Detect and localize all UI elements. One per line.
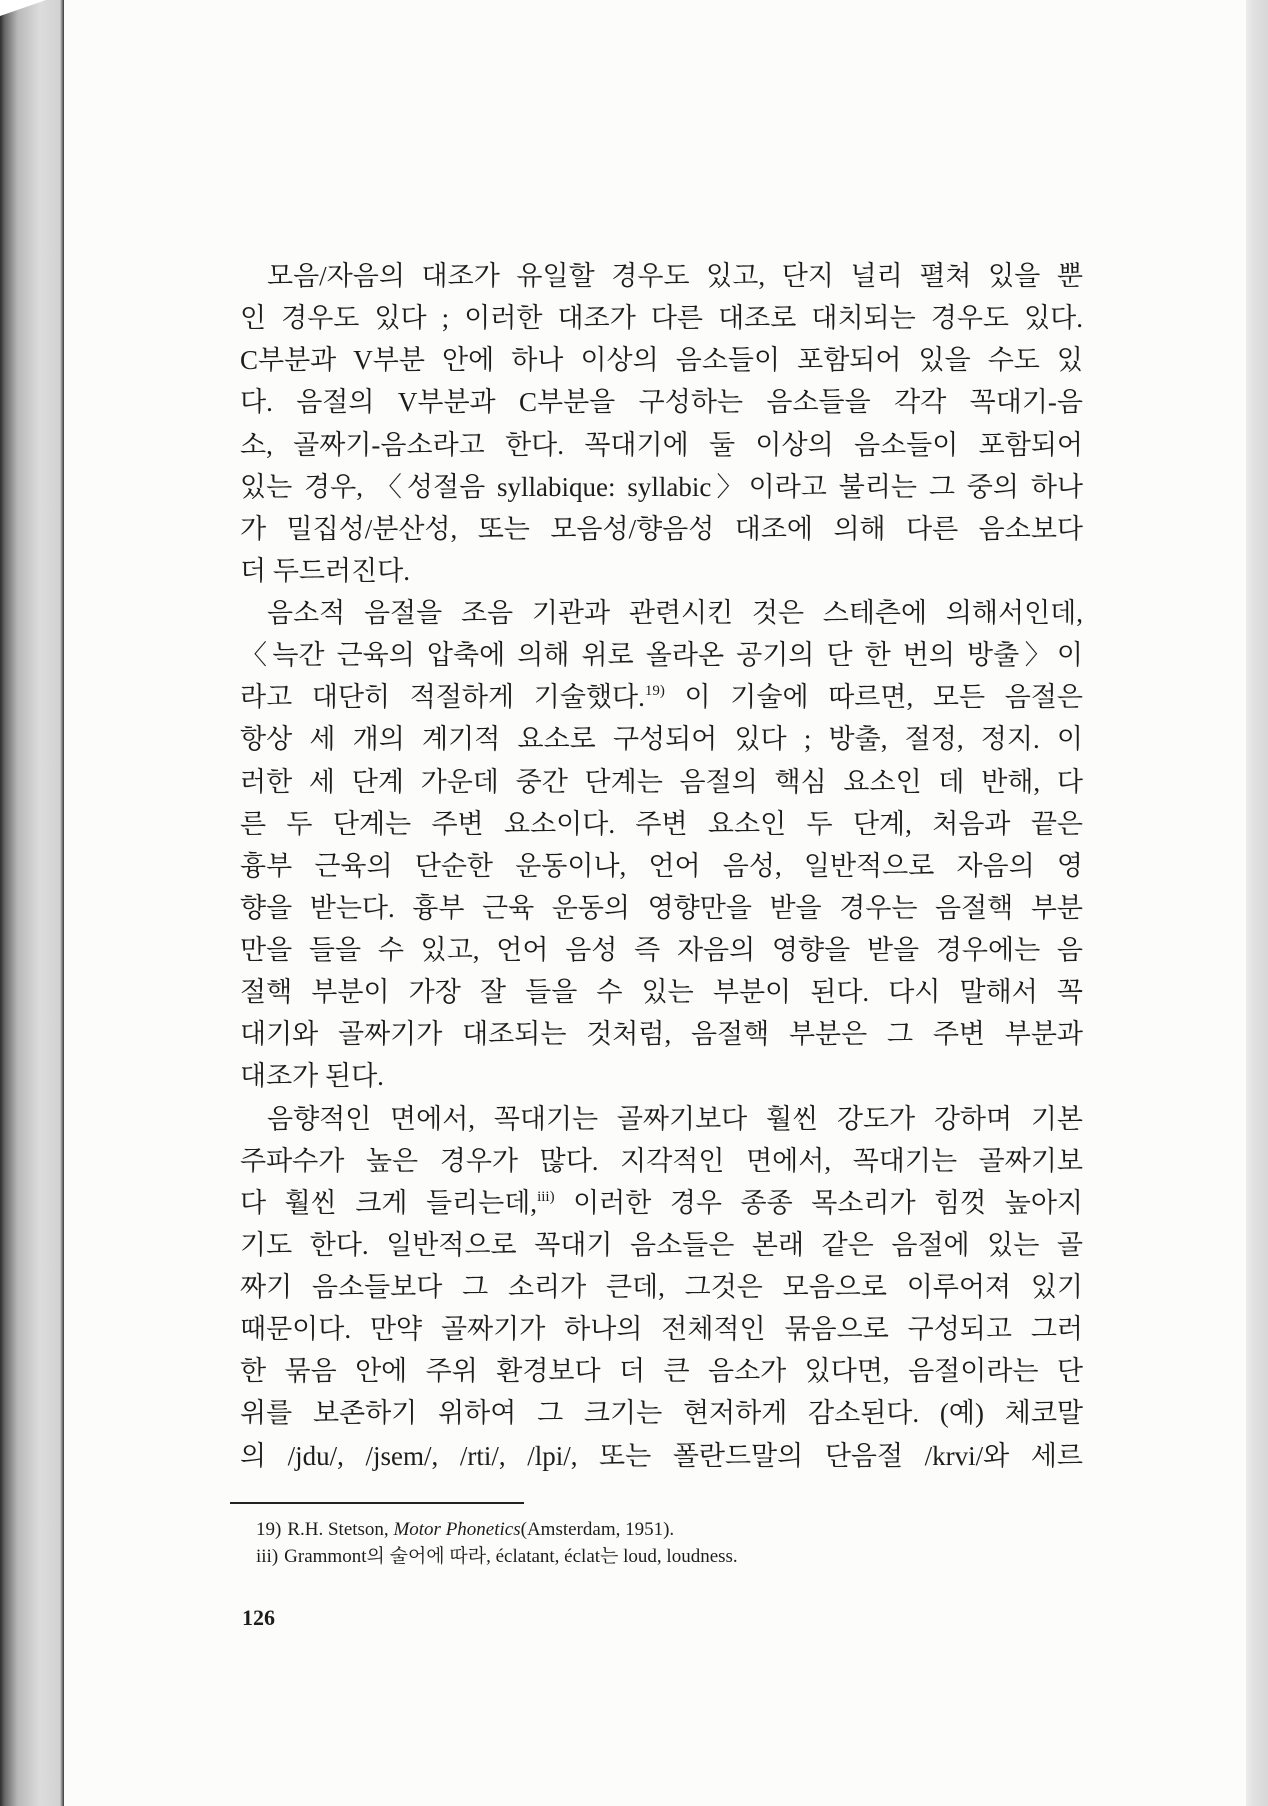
body-line: 흉부 근육의 단순한 운동이나, 언어 음성, 일반적으로 자음의 영 — [240, 850, 1083, 881]
body-line: 음향적인 면에서, 꼭대기는 골짜기보다 훨씬 강도가 강하며 기본 — [267, 1103, 1083, 1134]
body-line: 러한 세 단계 가운데 중간 단계는 음절의 핵심 요소인 데 반해, 다 — [240, 766, 1083, 797]
footnote-mark: 19) — [256, 1519, 282, 1540]
book-spine-shadow — [0, 0, 64, 1806]
body-line: 절핵 부분이 가장 잘 들을 수 있는 부분이 된다. 다시 말해서 꼭 — [240, 977, 1083, 1008]
body-line — [240, 1182, 1083, 1224]
body-line: 주파수가 높은 경우가 많다. 지각적인 면에서, 꼭대기는 골짜기보 — [240, 1145, 1083, 1176]
body-line: 대조가 된다. — [240, 1061, 384, 1092]
footnote-ref: iii) — [537, 1188, 555, 1205]
body-line: 있는 경우, 〈성절음 syllabique: syllabic〉이라고 불리는 그 중의 하나 — [240, 471, 1083, 502]
body-line: 음소적 음절을 조음 기관과 관련시킨 것은 스테츤에 의해서인데, — [267, 598, 1083, 628]
body-line: 모음/자음의 대조가 유일할 경우도 있고, 단지 널리 펼쳐 있을 뿐 — [267, 261, 1083, 291]
body-line: 의 /jdu/, /jsem/, /rti/, /lpi/, 또는 폴란드말의 단음절 /krvi/와 세르 — [240, 1440, 1083, 1471]
body-line: 른 두 단계는 주변 요소이다. 주변 요소인 두 단계, 처음과 끝은 — [240, 808, 1083, 839]
page-edge-shadow — [1246, 0, 1268, 1806]
page-number: 126 — [242, 1605, 275, 1630]
body-text — [240, 255, 1083, 1477]
footnote-rule — [230, 1502, 524, 1504]
line-text: 라고 대단히 적절하게 기술했다. — [240, 682, 645, 713]
footnote — [256, 1543, 1076, 1570]
body-line: 짜기 음소들보다 그 소리가 큰데, 그것은 모음으로 이루어져 있기 — [240, 1272, 1083, 1302]
footnote-text: Grammont의 술어에 따라, éclatant, éclat는 loud, loudness. — [284, 1546, 738, 1567]
footnote-source: (Amsterdam, 1951). — [520, 1519, 675, 1540]
body-line: 만을 들을 수 있고, 언어 음성 즉 자음의 영향을 받을 경우에는 음 — [240, 935, 1083, 965]
body-line: 가 밀집성/분산성, 또는 모음성/향음성 대조에 의해 다른 음소보다 — [240, 513, 1083, 544]
line-text: 이러한 경우 종종 목소리가 힘껏 높아지 — [554, 1187, 1083, 1218]
body-line: 소, 골짜기-음소라고 한다. 꼭대기에 둘 이상의 음소들이 포함되어 — [240, 429, 1083, 460]
footnote-mark: iii) — [256, 1546, 279, 1567]
line-text: 이 기술에 따르면, 모든 음절은 — [664, 682, 1083, 713]
body-line: 때문이다. 만약 골짜기가 하나의 전체적인 묶음으로 구성되고 그러 — [240, 1314, 1083, 1345]
footnote-title: Motor Phonetics — [393, 1519, 521, 1540]
body-line: 항상 세 개의 계기적 요소로 구성되어 있다 ; 방출, 절정, 정지. 이 — [240, 724, 1083, 755]
body-line: 기도 한다. 일반적으로 꼭대기 음소들은 본래 같은 음절에 있는 골 — [240, 1229, 1083, 1260]
body-line: 위를 보존하기 위하여 그 크기는 현저하게 감소된다. (예) 체코말 — [240, 1398, 1083, 1429]
footnotes — [256, 1516, 1076, 1570]
line-text: 다 훨씬 크게 들리는데, — [240, 1187, 538, 1218]
body-line: C부분과 V부분 안에 하나 이상의 음소들이 포함되어 있을 수도 있 — [240, 345, 1083, 376]
body-line: 한 묶음 안에 주위 환경보다 더 큰 음소가 있다면, 음절이라는 단 — [240, 1356, 1083, 1387]
body-line: 대기와 골짜기가 대조되는 것처럼, 음절핵 부분은 그 주변 부분과 — [240, 1019, 1083, 1050]
body-line: 다. 음절의 V부분과 C부분을 구성하는 음소들을 각각 꼭대기-음 — [240, 387, 1083, 418]
footnote-author: R.H. Stetson, — [287, 1519, 389, 1540]
footnote — [256, 1516, 1076, 1543]
body-line: 〈늑간 근육의 압축에 의해 위로 올라온 공기의 단 한 번의 방출〉이 — [240, 640, 1083, 671]
body-line — [240, 676, 1083, 718]
footnote-ref: 19) — [644, 683, 665, 700]
body-line: 향을 받는다. 흉부 근육 운동의 영향만을 받을 경우는 음절핵 부분 — [240, 892, 1083, 923]
body-line: 인 경우도 있다 ; 이러한 대조가 다른 대조로 대치되는 경우도 있다. — [240, 303, 1083, 334]
body-line: 더 두드러진다. — [240, 555, 410, 586]
